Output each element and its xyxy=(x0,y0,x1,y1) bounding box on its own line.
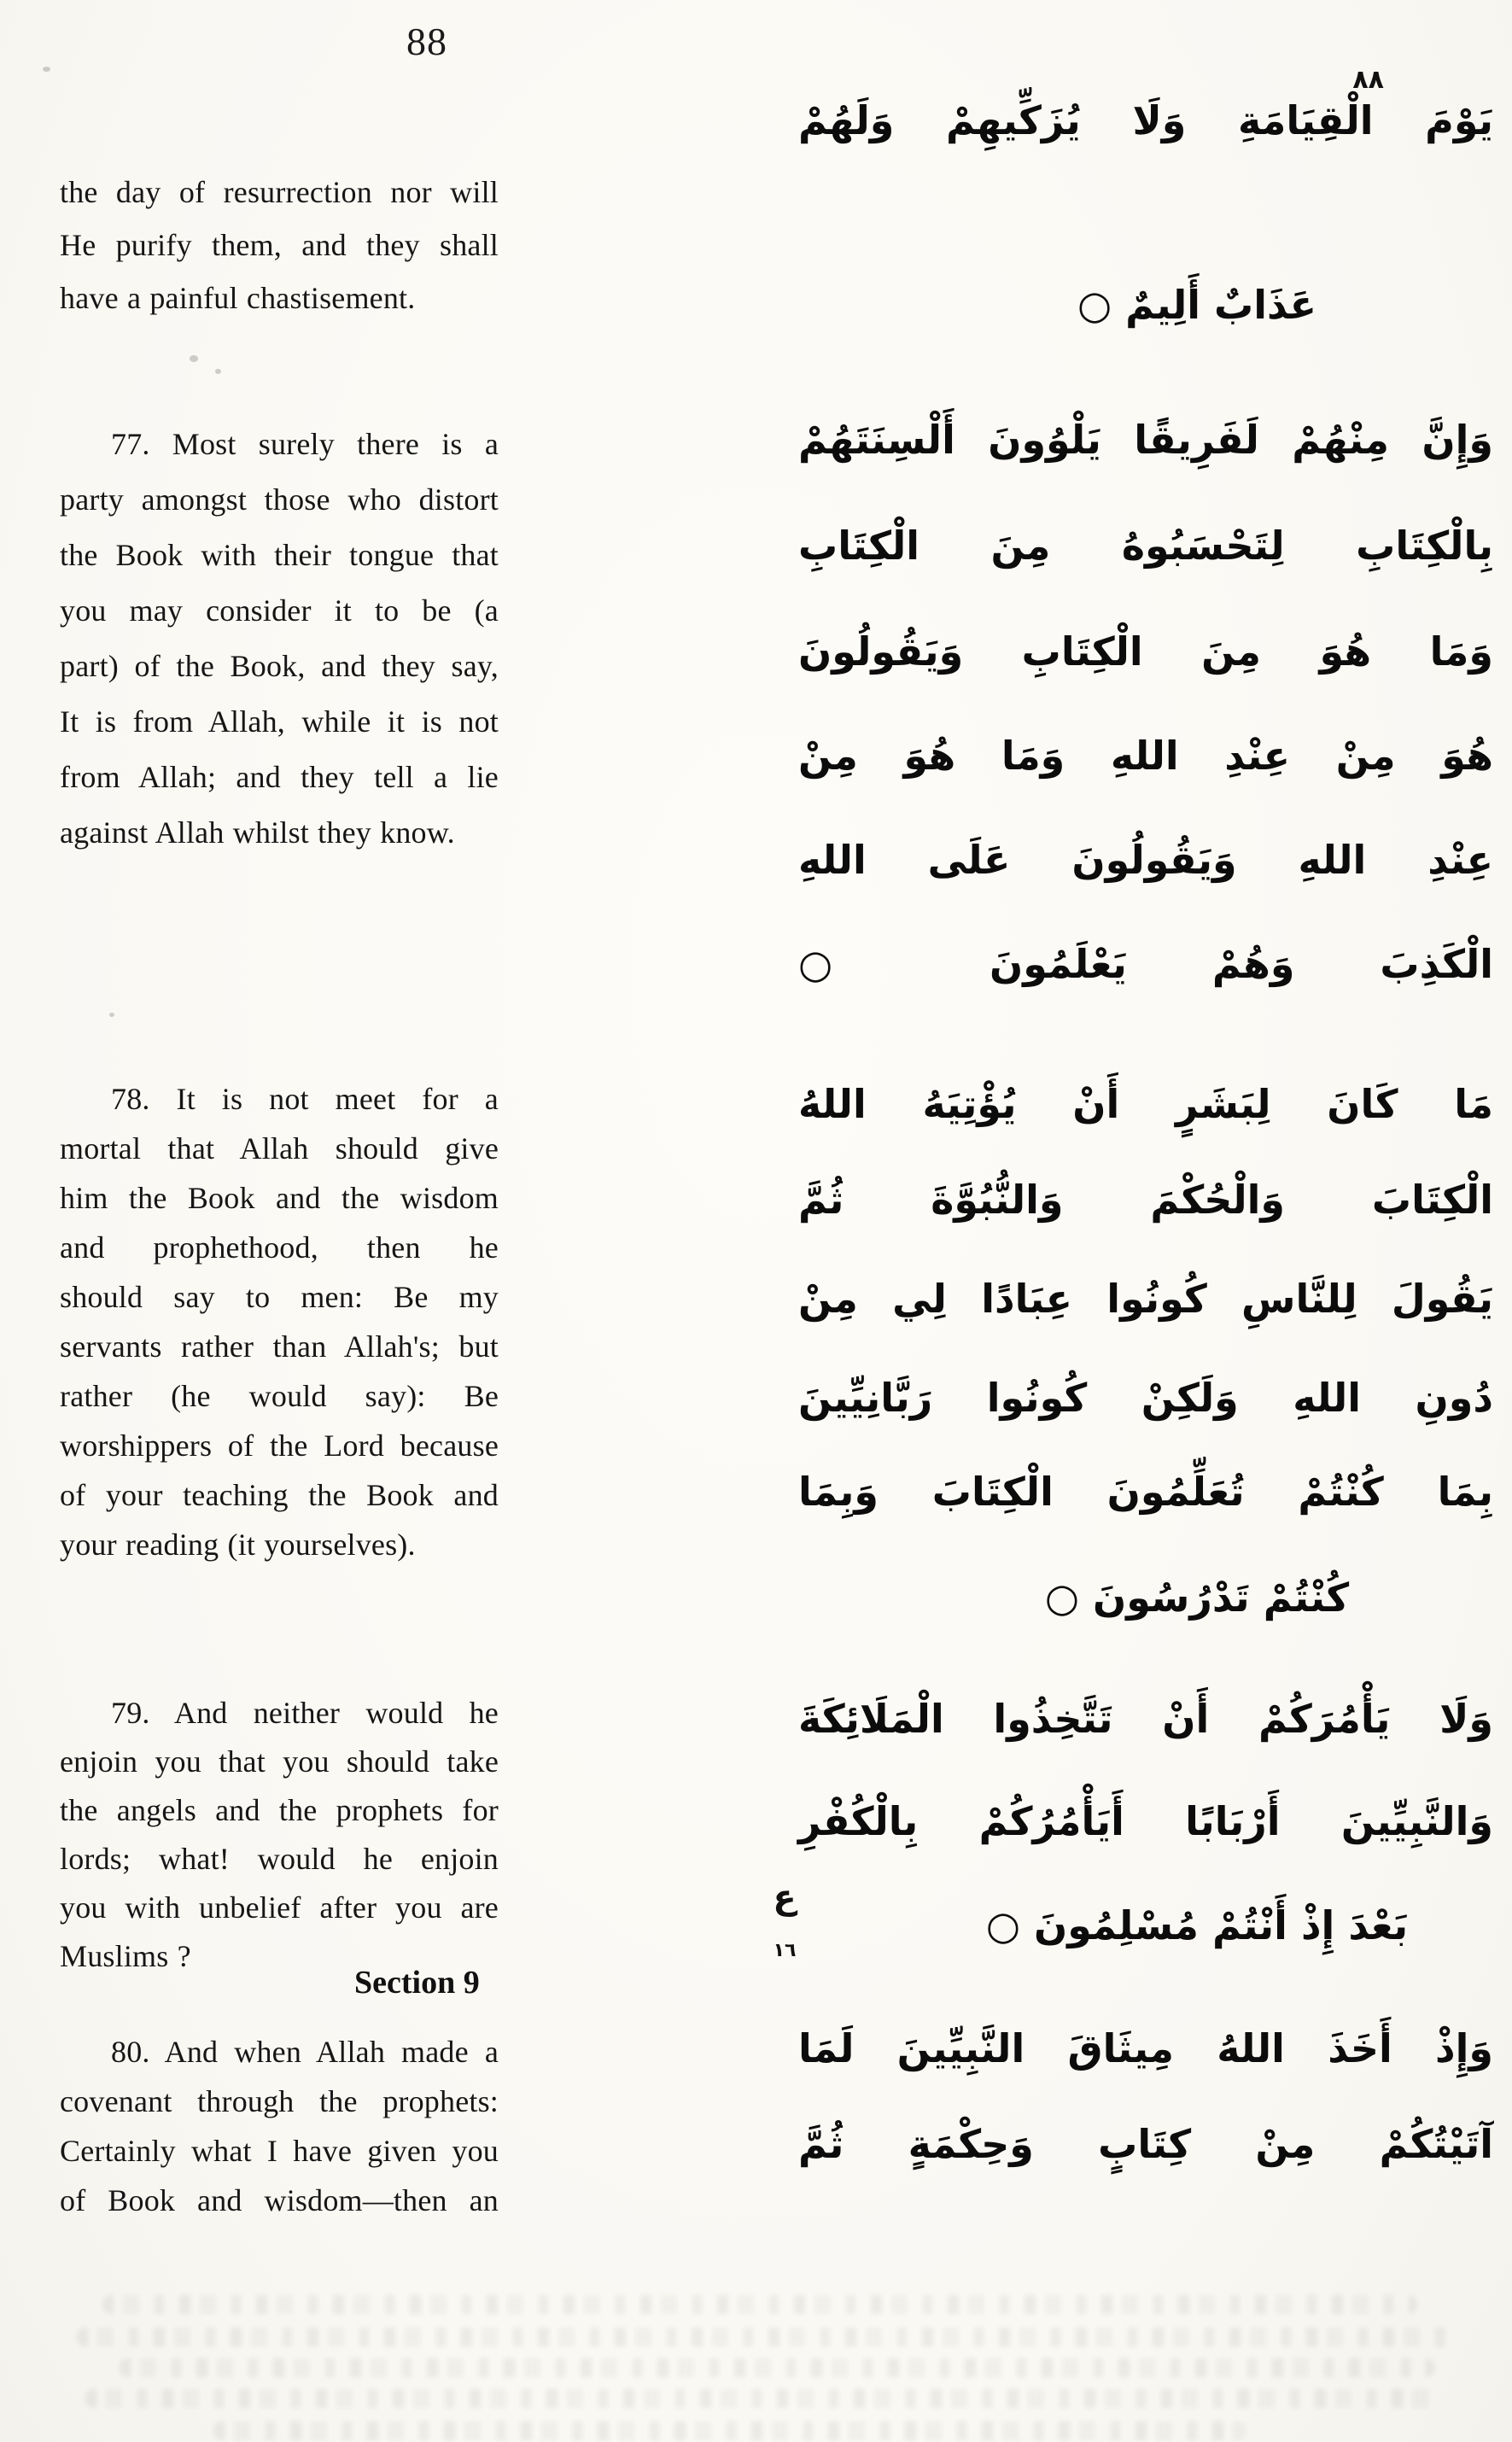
translation-paragraph-v77 xyxy=(60,417,499,861)
scan-speck xyxy=(43,67,50,72)
ruku-letter: ع xyxy=(773,1878,797,1917)
translation-line: against Allah whilst they know. xyxy=(60,815,455,850)
arabic-line: وَلَا يَأْمُرَكُمْ أَنْ تَتَّخِذُوا الْمَلَائِكَةَ xyxy=(798,1696,1493,1742)
arabic-line: مَا كَانَ لِبَشَرٍ أَنْ يُؤْتِيَهُ اللهُ xyxy=(798,1081,1493,1127)
translation-line: of your teaching the Book and xyxy=(60,1478,499,1512)
translation-line: worshippers of the Lord because xyxy=(60,1428,499,1463)
translation-line: the Book with their tongue that xyxy=(60,538,499,572)
translation-line: 80. And when Allah made a xyxy=(111,2035,499,2069)
translation-line: the day of resurrection nor will xyxy=(60,175,499,209)
translation-line: part) of the Book, and they say, xyxy=(60,649,499,683)
arabic-line: آتَيْتُكُمْ مِنْ كِتَابٍ وَحِكْمَةٍ ثُمَّ xyxy=(798,2121,1493,2167)
arabic-line: دُونِ اللهِ وَلَكِنْ كُونُوا رَبَّانِيِّينَ xyxy=(798,1375,1493,1421)
translation-line: him the Book and the wisdom xyxy=(60,1181,499,1215)
arabic-line: كُنْتُمْ تَدْرُسُونَ ○ xyxy=(1044,1574,1350,1621)
bleedthrough-noise xyxy=(120,2358,1434,2377)
translation-line: lords; what! would he enjoin xyxy=(60,1842,499,1876)
ruku-marker xyxy=(762,1878,807,1961)
translation-line: 79. And neither would he xyxy=(111,1696,499,1730)
translation-line: He purify them, and they shall xyxy=(60,228,499,262)
translation-line: rather (he would say): Be xyxy=(60,1379,499,1413)
translation-paragraph-v79 xyxy=(60,1689,499,1981)
translation-line: Muslims ? xyxy=(60,1939,191,1973)
arabic-line: هُوَ مِنْ عِنْدِ اللهِ وَمَا هُوَ مِنْ xyxy=(798,733,1493,779)
bleedthrough-noise xyxy=(102,2295,1417,2314)
arabic-line: وَإِنَّ مِنْهُمْ لَفَرِيقًا يَلْوُونَ أَلْسِنَتَهُمْ xyxy=(798,417,1493,463)
arabic-verse-number-marker: ٨٨ xyxy=(1352,65,1384,95)
translation-line: and prophethood, then he xyxy=(60,1230,499,1265)
ruku-number: ١٦ xyxy=(773,1940,797,1961)
bleedthrough-noise xyxy=(77,2328,1451,2346)
translation-line: have a painful chastisement. xyxy=(60,281,416,315)
translation-line: enjoin you that you should take xyxy=(60,1744,499,1779)
translation-paragraph-v78 xyxy=(60,1074,499,1569)
translation-line: from Allah; and they tell a lie xyxy=(60,760,499,794)
translation-line: servants rather than Allah's; but xyxy=(60,1329,499,1364)
translation-line: party amongst those who distort xyxy=(60,482,499,517)
scan-speck xyxy=(109,1013,114,1017)
translation-line: you with unbelief after you are xyxy=(60,1890,499,1925)
translation-line: Certainly what I have given you xyxy=(60,2134,499,2168)
translation-paragraph-v76-end xyxy=(60,166,499,324)
scan-speck xyxy=(215,369,221,374)
arabic-line: وَمَا هُوَ مِنَ الْكِتَابِ وَيَقُولُونَ xyxy=(798,628,1493,675)
arabic-line: وَالنَّبِيِّينَ أَرْبَابًا أَيَأْمُرُكُمْ بِالْكُفْرِ xyxy=(798,1798,1493,1844)
scan-speck xyxy=(190,355,198,362)
arabic-line: الْكِتَابَ وَالْحُكْمَ وَالنُّبُوَّةَ ثُمَّ xyxy=(798,1177,1493,1223)
arabic-line: يَقُولَ لِلنَّاسِ كُونُوا عِبَادًا لِي مِنْ xyxy=(798,1276,1493,1322)
translation-line: should say to men: Be my xyxy=(60,1280,499,1314)
arabic-line: بِمَا كُنْتُمْ تُعَلِّمُونَ الْكِتَابَ وَبِمَا xyxy=(798,1469,1493,1515)
section-heading: Section 9 xyxy=(354,1965,480,2001)
translation-line: the angels and the prophets for xyxy=(60,1793,499,1827)
translation-line: 77. Most surely there is a xyxy=(111,427,499,461)
translation-line: your reading (it yourselves). xyxy=(60,1528,416,1562)
translation-line: of Book and wisdom—then an xyxy=(60,2183,499,2217)
translation-paragraph-v80 xyxy=(60,2027,499,2225)
page-number: 88 xyxy=(406,20,447,63)
arabic-line: يَوْمَ الْقِيَامَةِ وَلَا يُزَكِّيهِمْ وَلَهُمْ xyxy=(798,97,1493,143)
arabic-line: بَعْدَ إِذْ أَنْتُمْ مُسْلِمُونَ ○ xyxy=(985,1902,1409,1948)
bleedthrough-noise xyxy=(85,2389,1443,2408)
translation-line: covenant through the prophets: xyxy=(60,2084,499,2118)
arabic-line: الْكَذِبَ وَهُمْ يَعْلَمُونَ ○ xyxy=(798,941,1493,987)
translation-line: 78. It is not meet for a xyxy=(111,1082,499,1116)
translation-line: It is from Allah, while it is not xyxy=(60,704,499,739)
arabic-line: بِالْكِتَابِ لِتَحْسَبُوهُ مِنَ الْكِتَابِ xyxy=(798,523,1493,569)
arabic-line: وَإِذْ أَخَذَ اللهُ مِيثَاقَ النَّبِيِّينَ لَمَا xyxy=(798,2025,1493,2071)
translation-line: mortal that Allah should give xyxy=(60,1131,499,1166)
arabic-line: عِنْدِ اللهِ وَيَقُولُونَ عَلَى اللهِ xyxy=(798,837,1493,883)
arabic-line: عَذَابٌ أَلِيمٌ ○ xyxy=(1077,282,1317,328)
translation-line: you may consider it to be (a xyxy=(60,593,499,628)
bleedthrough-noise xyxy=(213,2422,1246,2440)
